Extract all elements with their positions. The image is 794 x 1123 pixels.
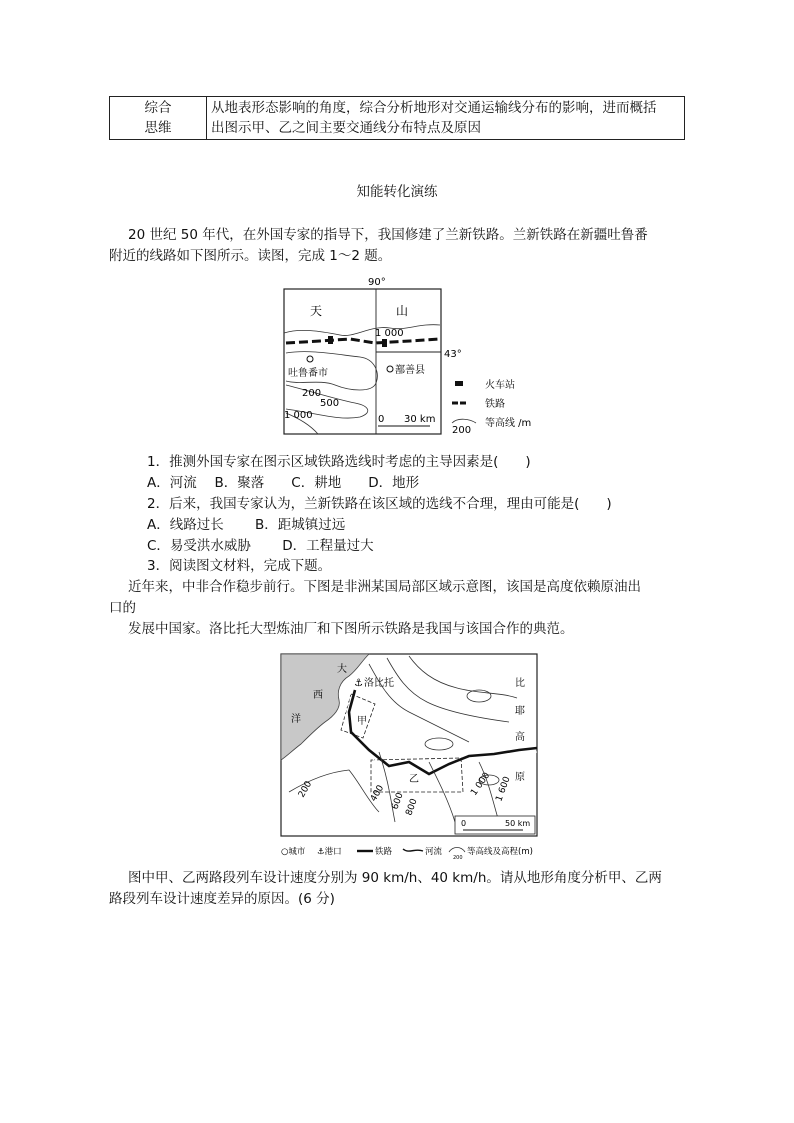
table-content-cell [207,97,685,140]
legend-contour-icon [449,848,465,853]
question-3-intro-line3: 发展中国家。洛比托大型炼油厂和下图所示铁路是我国与该国合作的典范。 [128,621,574,637]
city-marker-shanshan [387,366,393,372]
scale-value: 30 km [404,414,436,425]
train-station-1 [328,336,333,344]
plateau-label-1: 比 [515,678,525,689]
question-2: 2．后来，我国专家认为，兰新铁路在该区域的选线不合理，理由可能是( ) [147,496,612,512]
mountain-label-2: 山 [396,304,409,318]
intro-line1: 20 世纪 50 年代，在外国专家的指导下，我国修建了兰新铁路。兰新铁路在新疆吐鲁番 [128,227,648,243]
contour-label-1000-top: 1 000 [375,328,404,339]
legend-contour-icon [452,419,476,423]
section-a-label: 甲 [357,716,367,727]
scale-zero: 0 [461,819,467,828]
contour-label-500: 500 [320,398,340,409]
table-content-line2: 出图示甲、乙之间主要交通线分布特点及原因 [211,120,481,136]
contour-label-200: 200 [296,779,315,800]
contour-line-upper [284,325,440,336]
contour-label-400: 400 [368,783,387,804]
question-1: 1．推测外国专家在图示区域铁路选线时考虑的主导因素是( ) [147,454,531,470]
table-label-cell [110,97,207,140]
question-3-intro-line1: 近年来，中非合作稳步前行。下图是非洲某国局部区域示意图，该国是高度依赖原油出 [128,579,641,595]
competency-table [109,96,685,140]
legend-station-label: 火车站 [485,380,515,391]
question-3: 3．阅读图文材料，完成下题。 [147,558,332,574]
legend-contour-value: 200 [453,855,463,861]
train-station-2 [382,339,387,347]
latitude-label: 43° [444,349,462,360]
africa-railway-map [279,652,541,862]
contour-label-600: 600 [390,791,406,812]
longitude-label: 90° [368,277,386,288]
section-b-label: 乙 [409,774,419,785]
plateau-label-2: 耶 [515,706,525,717]
city-label-turpan: 吐鲁番市 [288,368,328,379]
legend-contour-value: 200 [452,425,472,436]
legend-port: ⚓港口 [317,847,342,857]
question-1-options: A．河流 B．聚落 C．耕地 D．地形 [147,475,420,491]
legend-railway-label: 铁路 [485,399,505,410]
city-marker-turpan [307,356,313,362]
section-title: 知能转化演练 [356,184,438,200]
legend-city: ○城市 [281,847,306,857]
legend-river: 河流 [425,847,443,857]
table-content-line1: 从地表形态影响的角度，综合分析地形对交通运输线分布的影响，进而概括 [211,100,657,116]
mountain-label-1: 天 [310,304,323,318]
ocean-label-2: 西 [313,690,323,701]
legend-contour-label: 等高线 /m [485,418,532,429]
contour-label-200: 200 [302,388,322,399]
railway-line [286,339,440,343]
port-anchor-icon: ⚓ [354,678,363,689]
port-label: 洛比托 [364,678,394,689]
legend-contour: 等高线及高程(m) [467,847,533,857]
legend-river-icon [403,849,423,851]
legend-rail: 铁路 [375,847,393,857]
contour-label-1600: 1 600 [494,775,513,804]
question-2-options-ab: A．线路过长 B．距城镇过远 [147,517,346,533]
city-label-shanshan: 鄯善县 [395,365,425,376]
scale-value: 50 km [505,819,531,828]
contour-label-800: 800 [404,797,420,818]
scale-zero: 0 [378,414,385,425]
contour-label-1000-bottom: 1 000 [284,410,313,421]
contour-label-1000: 1 000 [469,770,493,798]
plateau-label-4: 原 [515,772,525,783]
final-question-line2: 路段列车设计速度差异的原因。(6 分) [109,891,335,907]
table-row [110,97,685,140]
plateau-label-3: 高 [515,732,525,743]
table-label-line1: 综合 [144,100,172,116]
ocean-label-1: 大 [337,664,347,675]
question-3-intro-line2: 口的 [109,600,136,616]
intro-line2: 附近的线路如下图所示。读图，完成 1～2 题。 [109,248,392,264]
legend-station-icon [455,381,463,386]
table-label-line2: 思维 [144,120,172,136]
ocean-label-3: 洋 [291,714,301,725]
question-2-options-cd: C．易受洪水威胁 D．工程量过大 [147,538,374,554]
final-question-line1: 图中甲、乙两路段列车设计速度分别为 90 km/h、40 km/h。请从地形角度分析甲、乙两 [128,870,662,886]
turpan-railway-map [280,273,550,438]
